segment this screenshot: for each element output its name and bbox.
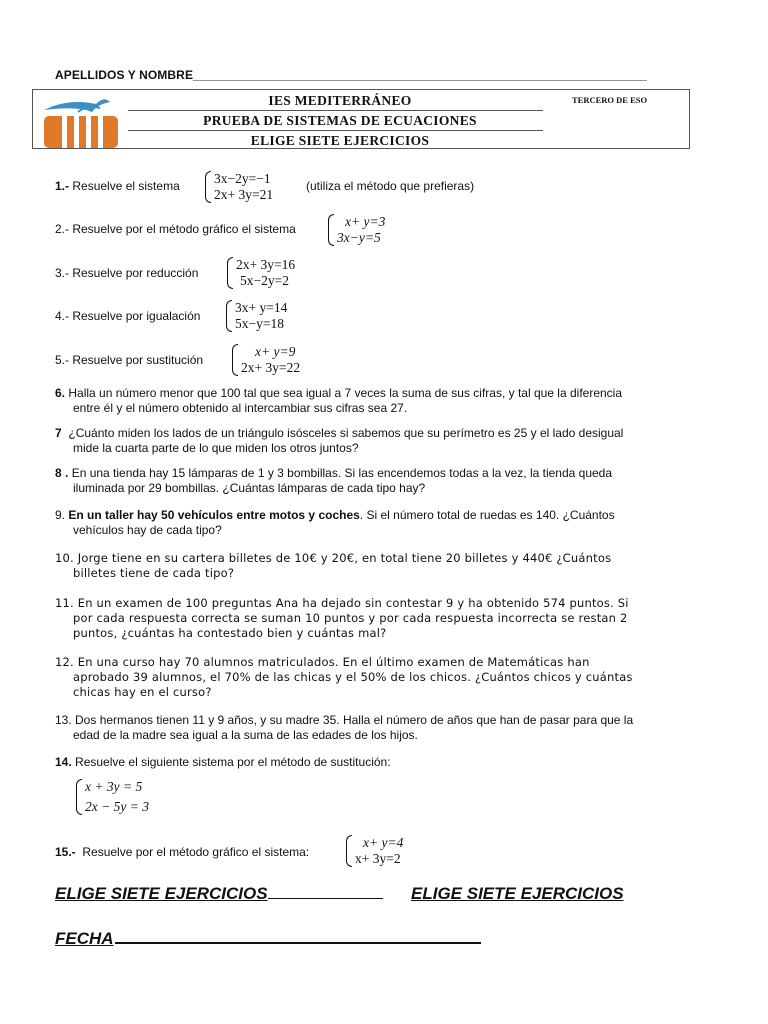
header-divider [128, 130, 543, 131]
school-logo-icon [38, 94, 120, 148]
question-3: 3.- Resuelve por reducción [55, 266, 199, 280]
choose-seven-left: ELIGE SIETE EJERCICIOS [55, 884, 383, 904]
question-1: 1.- Resuelve el sistema [55, 179, 180, 193]
question-9: 9. En un taller hay 50 vehículos entre motos y coches. Si el número total de ruedas es 140. ¿Cuántos vehículos hay de cada tipo? [55, 508, 615, 537]
choose-title: ELIGE SIETE EJERCICIOS [250, 133, 430, 148]
question-2: 2.- Resuelve por el método gráfico el sistema [55, 222, 296, 236]
course-level: TERCERO DE ESO [572, 95, 648, 105]
question-15: 15.- Resuelve por el método gráfico el sistema: [55, 845, 310, 859]
question-4: 4.- Resuelve por igualación [55, 309, 201, 323]
question-1-note: (utiliza el método que prefieras) [306, 179, 475, 193]
school-title: IES MEDITERRÁNEO [268, 93, 412, 108]
system-4: 3x+ y=14 5x−y=18 [226, 300, 287, 332]
date-field[interactable]: FECHA [55, 928, 481, 949]
question-10: 10. Jorge tiene en su cartera billetes de 10€ y 20€, en total tiene 20 billetes y 440€ ¿Cuántos billetes tiene de cada tipo? [55, 551, 612, 580]
question-7: 7 ¿Cuánto miden los lados de un triángulo isósceles si sabemos que su perímetro es 25 y el lado desigual mide la cuarta parte de lo que miden los otros juntos? [55, 426, 624, 455]
question-5: 5.- Resuelve por sustitución [55, 353, 204, 367]
system-3: 2x+ 3y=16 5x−2y=2 [227, 257, 295, 289]
question-11: 11. En un examen de 100 preguntas Ana ha dejado sin contestar 9 y ha obtenido 574 puntos. Si por cada respuesta correcta se suman 10 puntos y por cada respuesta incorrecta se restan 2 puntos, ¿cuántas ha contestado bien y cuántas mal? [55, 596, 629, 640]
system-15: x+ y=4 x+ 3y=2 [346, 835, 403, 867]
name-field-label: APELLIDOS Y NOMBRE___________________________________________________________________ [55, 68, 647, 82]
question-14: 14. Resuelve el siguiente sistema por el método de sustitución: [55, 755, 391, 769]
question-6: 6. Halla un número menor que 100 tal que sea igual a 7 veces la suma de sus cifras, y tal que la diferencia entre él y el número obtenido al intercambiar sus cifras sea 27. [55, 386, 623, 415]
choose-seven-right: ELIGE SIETE EJERCICIOS [411, 884, 624, 903]
system-1: 3x−2y=−1 2x+ 3y=21 [205, 171, 273, 203]
question-13: 13. Dos hermanos tienen 11 y 9 años, y su madre 35. Halla el número de años que han de pasar para que la edad de la madre sea igual a la suma de las edades de los hijos. [55, 713, 634, 742]
system-5: x+ y=9 2x+ 3y=22 [232, 344, 300, 376]
test-title: PRUEBA DE SISTEMAS DE ECUACIONES [203, 113, 477, 128]
system-14: x + 3y = 5 2x − 5y = 3 [76, 777, 149, 817]
header-divider [128, 110, 543, 111]
system-2: x+ y=3 3x−y=5 [328, 214, 385, 246]
question-8: 8 . En una tienda hay 15 lámparas de 1 y 3 bombillas. Si las encendemos todas a la vez, la tienda queda iluminada por 29 bombillas. ¿Cuántas lámparas de cada tipo hay? [55, 466, 613, 495]
question-12: 12. En una curso hay 70 alumnos matriculados. En el último examen de Matemáticas han aprobado 39 alumnos, el 70% de las chicas y el 50% de los chicos. ¿Cuántos chicos y cuántas chicas hay en el curso? [55, 655, 633, 699]
